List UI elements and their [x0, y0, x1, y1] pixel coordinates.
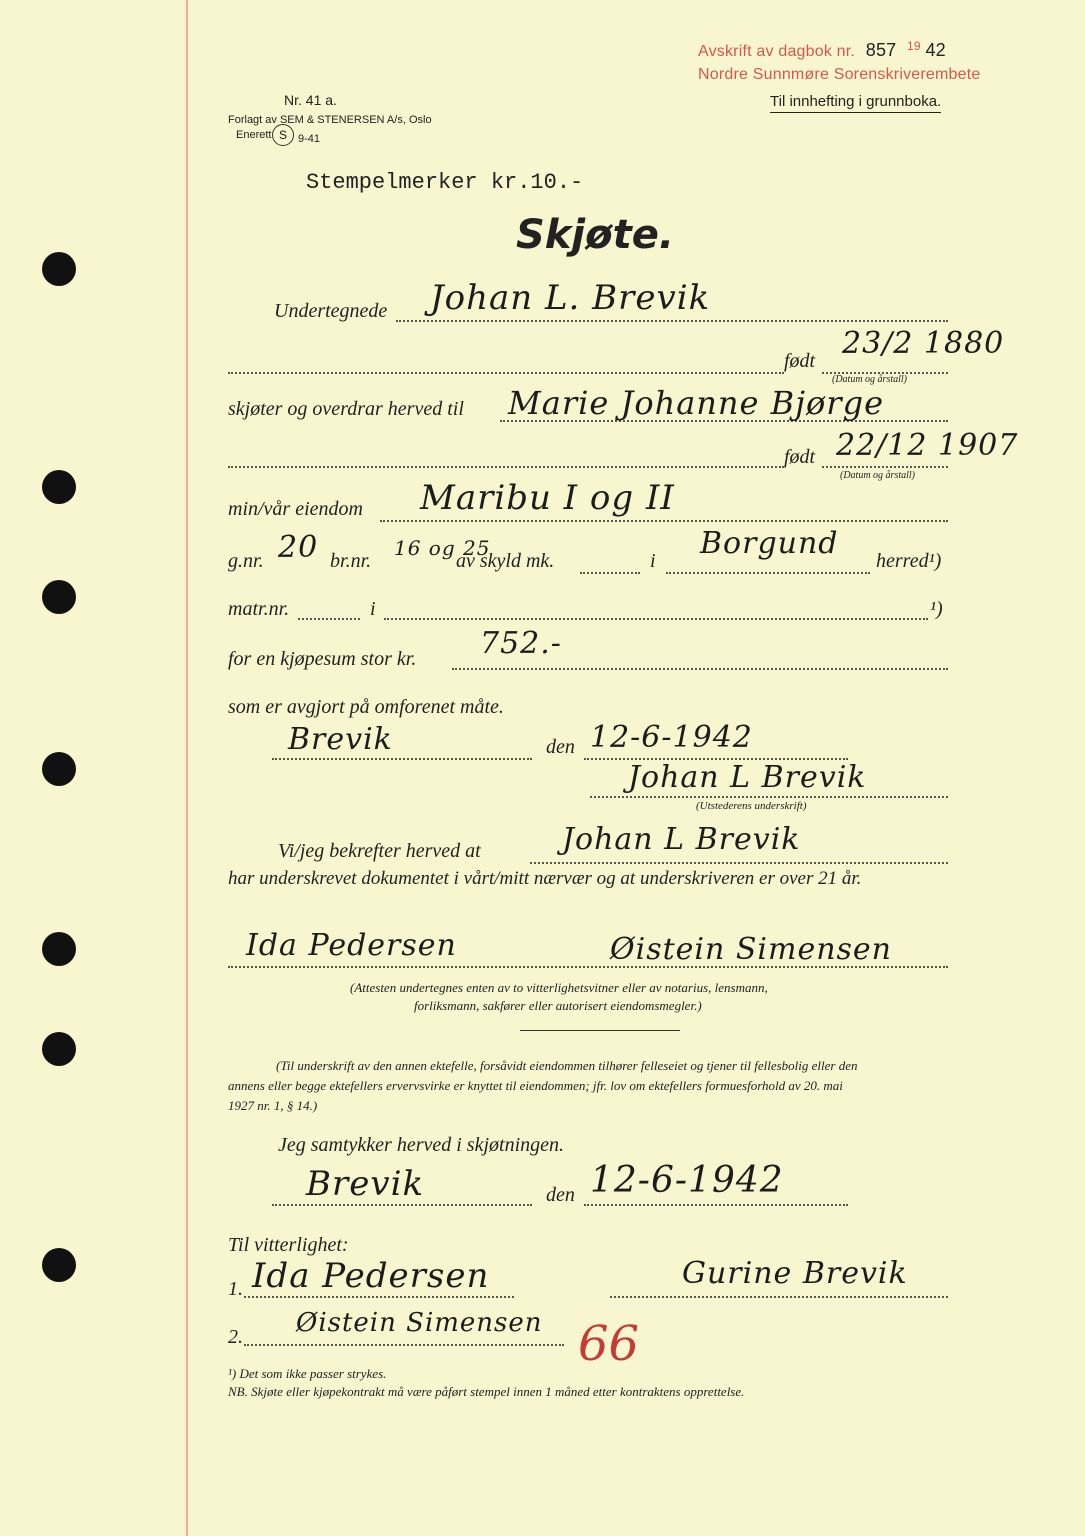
divider	[520, 1030, 680, 1031]
skjoter-value: Marie Johanne Bjørge	[508, 384, 885, 422]
kjop-label: for en kjøpesum stor kr.	[228, 648, 417, 670]
fodt2-value: 22/12 1907	[836, 428, 1019, 463]
witness-statement: har underskrevet dokumentet i vårt/mitt nærvær og at underskriveren er over 21 år.	[228, 868, 862, 889]
kjop-line	[452, 668, 948, 670]
den-label-1: den	[546, 736, 575, 758]
eiendom-value: Maribu I og II	[420, 478, 675, 518]
skyld-label: av skyld mk.	[456, 550, 555, 572]
place-1: Brevik	[288, 722, 393, 757]
gnr-value: 20	[278, 530, 319, 565]
stamp-line-2: Nordre Sunnmøre Sorenskriverembete	[698, 66, 981, 83]
matr-label: matr.nr.	[228, 598, 290, 620]
matr-end: ¹)	[930, 598, 943, 620]
margin-rule	[186, 0, 188, 1536]
stamp-year: 42	[925, 40, 946, 60]
attest-note-1: (Attesten undertegnes enten av to vitterlighetsvitner eller av notarius, lensmann,	[350, 980, 768, 995]
brnr-label: br.nr.	[330, 550, 372, 572]
stamp-line-3: Til innhefting i grunnboka.	[770, 93, 941, 113]
den-label-2: den	[546, 1184, 575, 1206]
witness1-signature: Ida Pedersen	[252, 1256, 490, 1296]
punch-hole	[42, 1248, 76, 1282]
matr-i-label: i	[370, 598, 376, 620]
spouse-line	[610, 1296, 948, 1298]
consent-text: Jeg samtykker herved i skjøtningen.	[278, 1134, 565, 1156]
kjop-value: 752.-	[480, 626, 562, 661]
datum-note-1: (Datum og årstall)	[832, 374, 907, 385]
witness2-line	[244, 1344, 564, 1346]
matr-line	[298, 618, 360, 620]
form-publisher: Forlagt av SEM & STENERSEN A/s, Oslo	[228, 114, 432, 126]
witness2-number: 2.	[228, 1326, 243, 1348]
witness-label: Vi/jeg bekrefter herved at	[278, 840, 481, 862]
undertegnede-value: Johan L. Brevik	[430, 278, 711, 318]
fodt2-line	[822, 466, 948, 468]
stamp-prefix: Avskrift av dagbok nr.	[698, 43, 856, 60]
document-title: Skjøte.	[516, 212, 675, 258]
vitterlighet-label: Til vitterlighet:	[228, 1234, 349, 1256]
consent-place: Brevik	[306, 1164, 425, 1204]
herred-label: herred¹)	[876, 550, 942, 572]
spouse-signature: Gurine Brevik	[682, 1256, 908, 1291]
form-number: Nr. 41 a.	[284, 92, 337, 108]
form-enerett: Enerett	[236, 129, 272, 141]
fodt1-label: født	[784, 350, 816, 372]
matr-i-line	[384, 618, 928, 620]
stamp-line-1	[698, 40, 946, 61]
herred-line	[666, 572, 870, 574]
consent-date-line	[584, 1204, 848, 1206]
skyld-line	[580, 572, 640, 574]
punch-hole	[42, 1032, 76, 1066]
datum-note-2: (Datum og årstall)	[840, 470, 915, 481]
red-page-mark: 66	[578, 1316, 640, 1372]
witness2-signature: Øistein Simensen	[296, 1308, 543, 1338]
issuer-caption: (Utstederens underskrift)	[696, 800, 807, 812]
witness-line	[530, 862, 948, 864]
eiendom-label: min/vår eiendom	[228, 498, 363, 520]
witness1-line	[244, 1296, 514, 1298]
brnr-value: 16 og 25	[394, 536, 491, 560]
witness-sign-line	[228, 966, 948, 968]
punch-hole	[42, 752, 76, 786]
stamp-year-prefix: 19	[907, 39, 921, 53]
punch-hole	[42, 580, 76, 614]
witness-signature-a: Ida Pedersen	[246, 928, 457, 963]
witness1-number: 1.	[228, 1278, 243, 1300]
attest-note-2: forliksmann, sakfører eller autorisert eiendomsmegler.)	[414, 998, 702, 1013]
stamp-number: 857	[865, 40, 897, 60]
form-date: 9-41	[298, 133, 321, 145]
line-fodt2-left	[228, 466, 784, 468]
publisher-logo-icon: S	[272, 124, 294, 146]
date-1: 12-6-1942	[590, 720, 753, 755]
skjoter-label: skjøter og overdrar herved til	[228, 398, 464, 420]
place1-line	[272, 758, 532, 760]
fodt2-label: født	[784, 446, 816, 468]
herred-value: Borgund	[700, 526, 839, 561]
punch-hole	[42, 932, 76, 966]
avgjort-text: som er avgjort på omforenet måte.	[228, 696, 504, 718]
fodt1-value: 23/2 1880	[842, 326, 1005, 361]
footnote-1: ¹) Det som ikke passer strykes.	[228, 1366, 387, 1381]
i-label: i	[650, 550, 656, 572]
footnote-2: NB. Skjøte eller kjøpekontrakt må være påført stempel innen 1 måned etter kontraktens opprettelse.	[228, 1384, 745, 1399]
punch-hole	[42, 470, 76, 504]
witness-signature-b: Øistein Simensen	[610, 932, 892, 967]
spouse-note-3: 1927 nr. 1, § 14.)	[228, 1098, 318, 1113]
gnr-label: g.nr.	[228, 550, 264, 572]
consent-place-line	[272, 1204, 532, 1206]
witness-value: Johan L Brevik	[562, 822, 801, 857]
spouse-note-1: (Til underskrift av den annen ektefelle, forsåvidt eiendommen tilhører felleseiet og tjener til fellesbolig eller den	[276, 1058, 858, 1073]
stamp-note: Stempelmerker kr.10.-	[306, 170, 584, 195]
eiendom-line	[380, 520, 948, 522]
line-fodt1-left	[228, 372, 784, 374]
spouse-note-2: annens eller begge ektefellers ervervsvirke er knyttet til eiendommen; jfr. lov om ektefellers formuesforhold av 20. mai	[228, 1078, 843, 1093]
issuer-signature: Johan L Brevik	[628, 760, 867, 795]
consent-date: 12-6-1942	[590, 1160, 784, 1201]
punch-hole	[42, 252, 76, 286]
undertegnede-line	[396, 320, 948, 322]
sign1-line	[590, 796, 948, 798]
undertegnede-label: Undertegnede	[274, 300, 388, 322]
